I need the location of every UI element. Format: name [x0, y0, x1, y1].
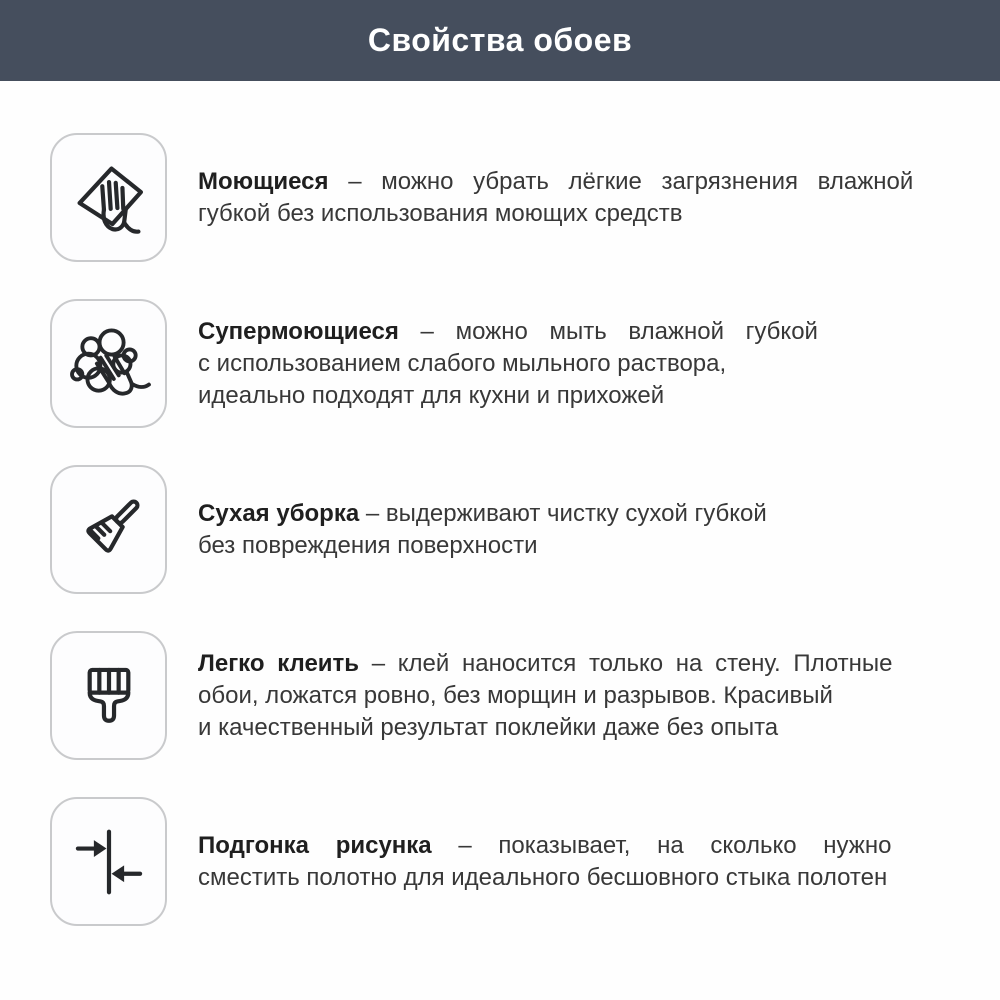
property-title: Моющиеся	[198, 167, 329, 195]
property-text-line	[198, 830, 891, 862]
dash: –	[458, 831, 472, 859]
property-text-line	[198, 316, 818, 348]
property-text-line: без повреждения поверхности	[198, 531, 538, 559]
icon-box	[50, 299, 167, 428]
property-row-super-washable	[50, 299, 962, 428]
property-text-line: и качественный результат поклейки даже без опыта	[198, 713, 779, 741]
icon-box	[50, 133, 167, 262]
property-text: показывает, на сколько нужно	[498, 831, 892, 859]
property-text-line: губкой без использования моющих средств	[198, 199, 683, 227]
pattern-match-icon	[67, 820, 151, 904]
property-text-line: обои, ложатся ровно, без морщин и разрывов. Красивый	[198, 681, 833, 709]
dash: –	[371, 649, 386, 677]
property-text-line	[198, 498, 767, 530]
property-text-line: сместить полотно для идеального бесшовного стыка полотен	[198, 863, 888, 891]
property-title: Сухая уборка	[198, 499, 360, 527]
property-text: клей наносится только на стену. Плотные	[397, 649, 893, 677]
wipe-hand-icon	[67, 156, 151, 240]
icon-box	[50, 465, 167, 594]
property-text: можно мыть влажной губкой	[455, 317, 818, 345]
dash: –	[420, 317, 434, 345]
page-title: Свойства обоев	[367, 22, 633, 58]
property-text-line	[198, 166, 913, 198]
properties-list	[0, 81, 1000, 926]
property-row-easy-glue	[50, 631, 962, 760]
soapy-hand-icon	[66, 321, 152, 407]
property-row-dry-cleaning	[50, 465, 962, 594]
icon-box	[50, 797, 167, 926]
property-text: выдерживают чистку сухой губкой	[385, 499, 767, 527]
broom-icon	[67, 488, 151, 572]
property-row-pattern-match	[50, 797, 962, 926]
property-text: можно убрать лёгкие загрязнения влажной	[381, 167, 914, 195]
property-text-line: идеально подходят для кухни и прихожей	[198, 381, 665, 409]
dash: –	[348, 167, 362, 195]
icon-box	[50, 631, 167, 760]
property-row-washable	[50, 133, 962, 262]
dash: –	[365, 499, 380, 527]
header-bar	[0, 0, 1000, 81]
property-text-line	[198, 648, 893, 680]
property-title: Супермоющиеся	[198, 317, 399, 345]
property-title: Подгонка рисунка	[198, 831, 432, 859]
paint-brush-icon	[67, 654, 151, 738]
property-text-line: с использованием слабого мыльного раствора,	[198, 349, 727, 377]
property-title: Легко клеить	[198, 649, 360, 677]
